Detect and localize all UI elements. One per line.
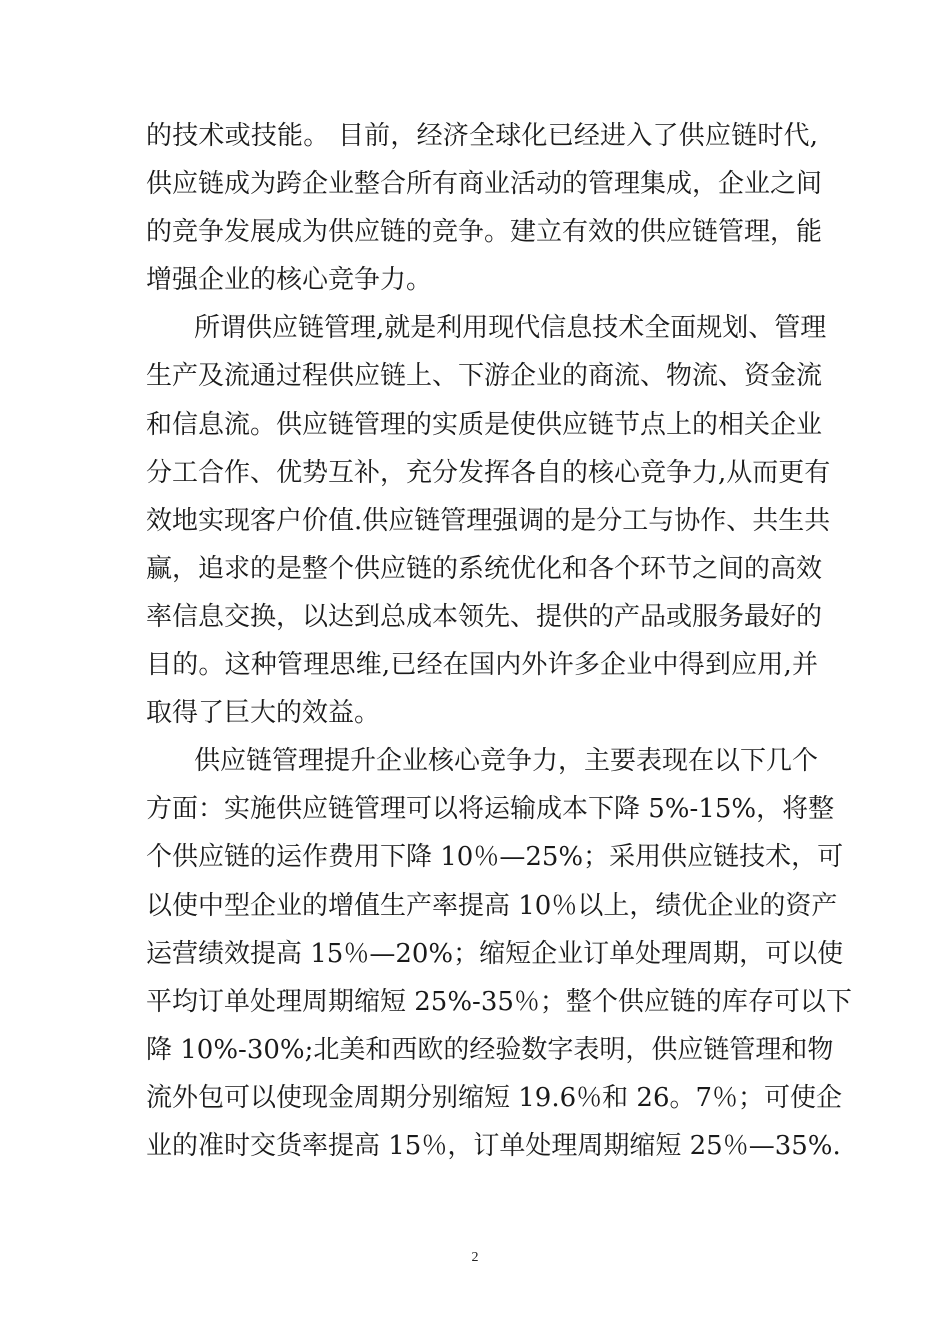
page-number: 2 [471, 1250, 479, 1265]
text-line: 供应链成为跨企业整合所有商业活动的管理集成，企业之间 [146, 169, 823, 200]
text-line: 平均订单处理周期缩短 25%-35％；整个供应链的库存可以下 [146, 986, 852, 1017]
text-line: 和信息流。供应链管理的实质是使供应链节点上的相关企业 [146, 409, 823, 440]
text-line: 的竞争发展成为供应链的竞争。建立有效的供应链管理，能 [146, 217, 823, 248]
text-line: 效地实现客户价值.供应链管理强调的是分工与协作、共生共 [146, 505, 831, 536]
text-line: 供应链管理提升企业核心竞争力，主要表现在以下几个 [194, 746, 819, 777]
text-line: 降 10%-30%;北美和西欧的经验数字表明，供应链管理和物 [146, 1034, 834, 1065]
text-line: 以使中型企业的增值生产率提高 10％以上，绩优企业的资产 [146, 890, 838, 921]
text-line: 率信息交换，以达到总成本领先、提供的产品或服务最好的 [146, 601, 823, 632]
text-line: 赢，追求的是整个供应链的系统优化和各个环节之间的高效 [146, 553, 823, 584]
body-text [146, 112, 852, 1170]
text-line: 所谓供应链管理,就是利用现代信息技术全面规划、管理 [194, 313, 827, 344]
text-line: 目的。这种管理思维,已经在国内外许多企业中得到应用,并 [146, 650, 818, 681]
text-line: 个供应链的运作费用下降 10％—25%；采用供应链技术，可 [146, 842, 844, 873]
text-line: 的技术或技能。 目前，经济全球化已经进入了供应链时代, [146, 121, 818, 151]
text-line: 流外包可以使现金周期分别缩短 19.6％和 26。7％；可使企 [146, 1082, 843, 1113]
text-line: 增强企业的核心竞争力。 [146, 265, 433, 296]
text-line: 生产及流通过程供应链上、下游企业的商流、物流、资金流 [146, 361, 823, 392]
text-line: 业的准时交货率提高 15％，订单处理周期缩短 25％—35%. [146, 1130, 841, 1161]
text-line: 分工合作、优势互补，充分发挥各自的核心竞争力,从而更有 [146, 457, 831, 488]
text-line: 运营绩效提高 15％—20%；缩短企业订单处理周期，可以使 [146, 938, 844, 969]
text-line: 取得了巨大的效益。 [146, 698, 381, 729]
text-line: 方面：实施供应链管理可以将运输成本下降 5%-15%，将整 [146, 794, 835, 825]
